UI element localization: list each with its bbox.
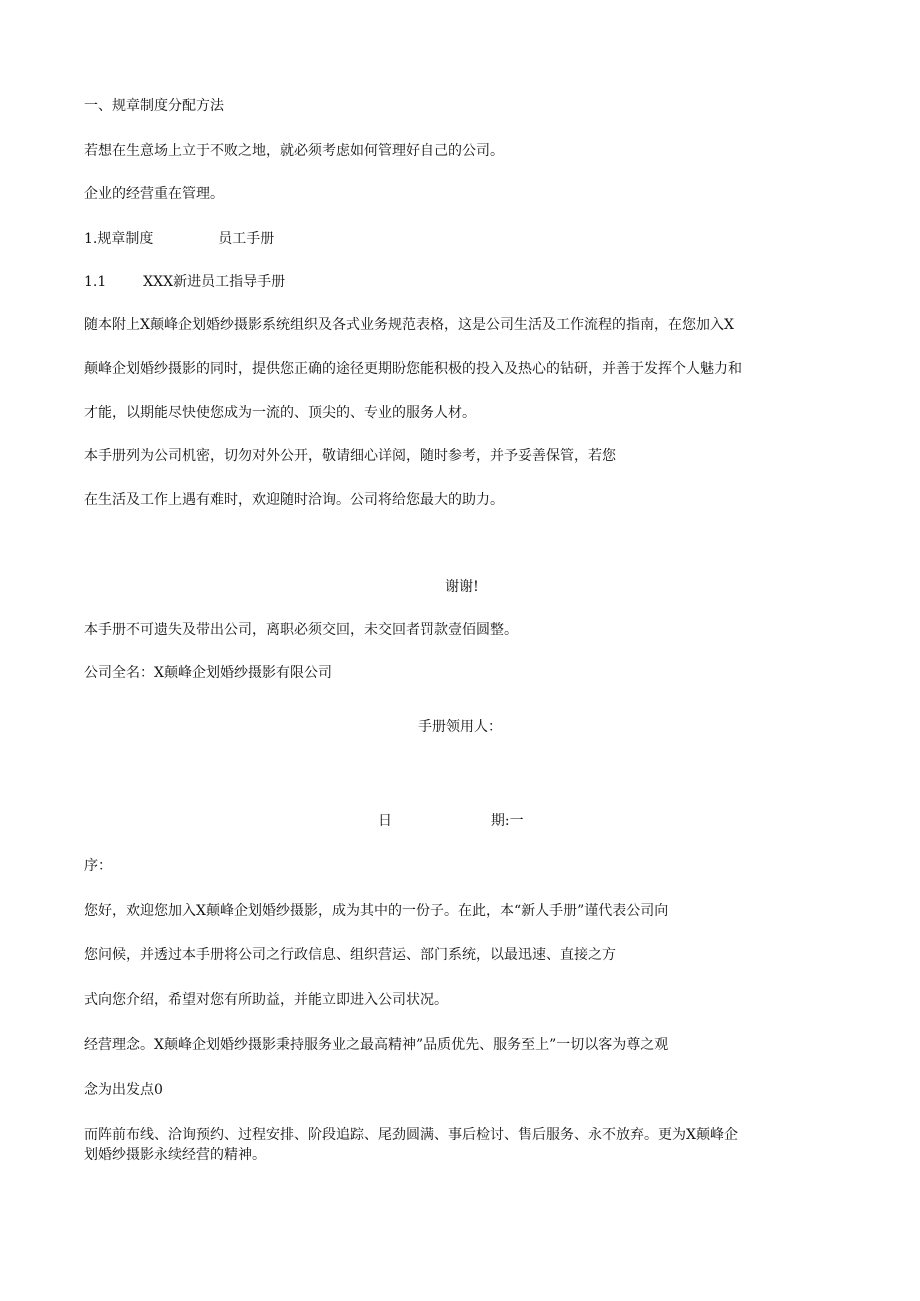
item-1-row: [84, 230, 274, 248]
thanks-text: 谢谢!: [445, 579, 479, 595]
paragraph-line: 在生活及工作上遇有难时，欢迎随时洽询。公司将给您最大的助力。: [84, 492, 504, 508]
date-label: [378, 812, 524, 830]
item-1-number: 1.规章制度: [84, 231, 154, 247]
preface-line: 您好，欢迎您加入X颠峰企划婚纱摄影，成为其中的一份子。在此，本“新人手册”谨代表公司向: [84, 903, 669, 919]
preface-line: 式向您介绍，希望对您有所助益，并能立即进入公司状况。: [84, 992, 448, 1008]
date-char-1: 日: [378, 813, 392, 829]
intro-line: 企业的经营重在管理。: [84, 186, 224, 202]
closing-line: 而阵前布线、洽询预约、过程安排、阶段追踪、尾劲圆满、事后检讨、售后服务、永不放弃。更为X颠峰企: [84, 1127, 738, 1143]
paragraph-line: 本手册列为公司机密，切勿对外公开，敬请细心详阅，随时参考，并予妥善保管，若您: [84, 448, 616, 464]
item-1-1-number: 1.1: [84, 274, 107, 290]
recipient-label: 手册领用人：: [418, 719, 502, 735]
paragraph-line: 才能，以期能尽快使您成为一流的、顶尖的、专业的服务人材。: [84, 405, 476, 421]
item-1-1-row: [84, 273, 285, 291]
notice-text: 本手册不可遗失及带出公司，离职必须交回，未交回者罚款壹佰圆整。: [84, 622, 518, 638]
date-char-2: 期:一: [490, 813, 524, 829]
item-1-label: 员工手册: [218, 231, 275, 247]
philosophy-line: 念为出发点0: [84, 1082, 163, 1098]
item-1-1-label: XXX新进员工指导手册: [143, 274, 286, 290]
preface-line: 您问候，并透过本手册将公司之行政信息、组织营运、部门系统，以最迅速、直接之方: [84, 947, 616, 963]
paragraph-line: 随本附上X颠峰企划婚纱摄影系统组织及各式业务规范表格，这是公司生活及工作流程的指南，在您加入X: [84, 317, 734, 333]
preface-label: 序：: [84, 858, 112, 874]
section-heading: 一、规章制度分配方法: [84, 98, 224, 114]
closing-line: 划婚纱摄影永续经营的精神。: [84, 1147, 266, 1163]
intro-line: 若想在生意场上立于不败之地，就必须考虑如何管理好自己的公司。: [84, 143, 504, 159]
philosophy-line: 经营理念。X颠峰企划婚纱摄影秉持服务业之最高精神”品质优先、服务至上”一切以客为尊之观: [84, 1037, 669, 1053]
paragraph-line: 颠峰企划婚纱摄影的同时，提供您正确的途径更期盼您能积极的投入及热心的钻研，并善于发挥个人魅力和: [84, 361, 742, 377]
company-name: 公司全名：X颠峰企划婚纱摄影有限公司: [84, 665, 332, 681]
